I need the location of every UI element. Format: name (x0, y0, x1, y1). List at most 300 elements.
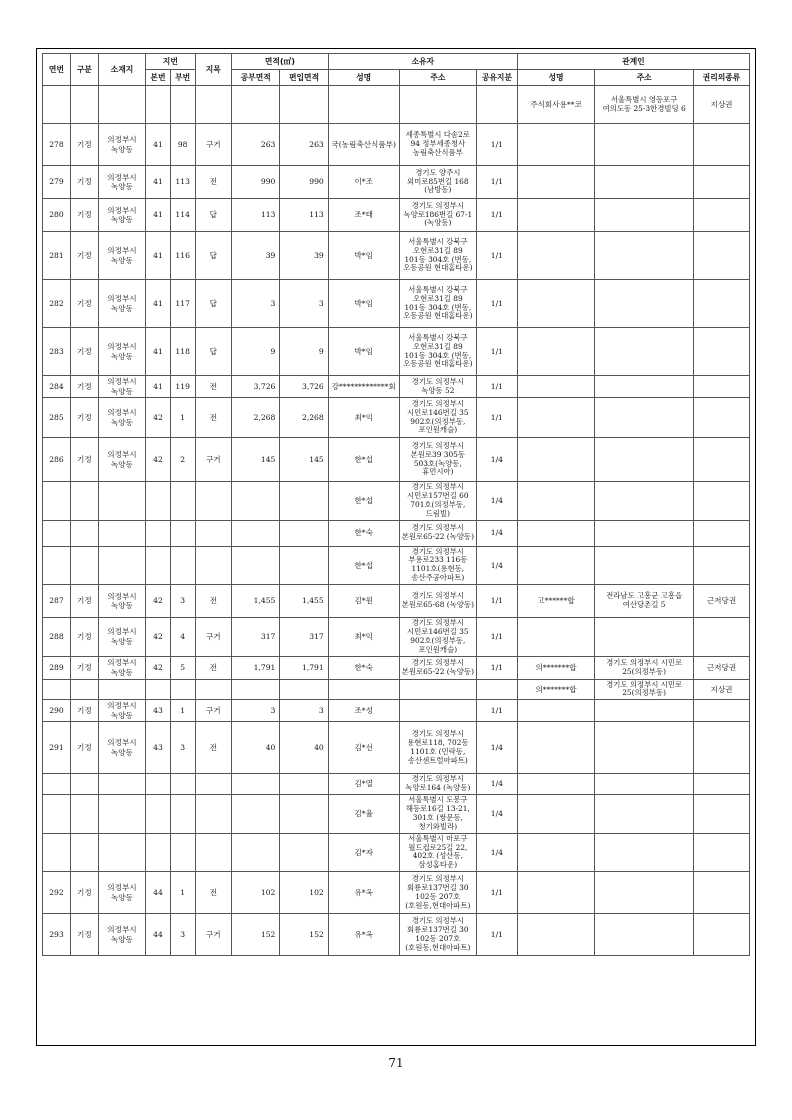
row-related-name (517, 232, 594, 280)
row-related-right (694, 520, 750, 546)
row-gubun: 기정 (70, 585, 98, 618)
row-owner-share: 1/4 (477, 520, 518, 546)
table-row (43, 618, 750, 657)
row-owner-name: 강*************회 (328, 376, 399, 398)
row-related-name (517, 438, 594, 482)
row-jimok: 전 (195, 376, 232, 398)
row-no (43, 795, 71, 834)
row-gubun: 기정 (70, 872, 98, 914)
row-related-name: 고******합 (517, 585, 594, 618)
row-jimok: 구거 (195, 438, 232, 482)
row-bonbeon (146, 86, 171, 124)
row-jimok: 답 (195, 328, 232, 376)
row-jimok: 구거 (195, 914, 232, 956)
row-jimok: 구거 (195, 700, 232, 722)
row-owner-address: 경기도 의정부시 본원로65-68 (녹양동) (399, 585, 476, 618)
row-owner-name (328, 86, 399, 124)
row-owner-name: 한*섭 (328, 438, 399, 482)
row-gubun (70, 679, 98, 700)
row-related-address (595, 376, 694, 398)
row-location: 의정부시 녹양동 (98, 199, 145, 232)
row-related-address (595, 774, 694, 795)
row-area-public: 3 (232, 700, 280, 722)
row-area-public: 2,268 (232, 398, 280, 438)
row-area-include (280, 774, 328, 795)
table-row (43, 872, 750, 914)
row-gubun: 기정 (70, 618, 98, 657)
row-related-name (517, 280, 594, 328)
table-row (43, 914, 750, 956)
row-related-address (595, 700, 694, 722)
row-jimok (195, 774, 232, 795)
row-location: 의정부시 녹양동 (98, 124, 145, 166)
row-owner-share: 1/4 (477, 546, 518, 585)
row-area-include: 39 (280, 232, 328, 280)
row-gubun: 기정 (70, 376, 98, 398)
row-jimok: 전 (195, 872, 232, 914)
row-owner-share: 1/4 (477, 482, 518, 521)
row-area-include: 3,726 (280, 376, 328, 398)
row-gubun: 기정 (70, 199, 98, 232)
row-related-name (517, 872, 594, 914)
row-no: 283 (43, 328, 71, 376)
row-bonbeon: 42 (146, 398, 171, 438)
row-related-address (595, 618, 694, 657)
row-owner-name: 한*숙 (328, 520, 399, 546)
row-area-public (232, 679, 280, 700)
row-related-right (694, 914, 750, 956)
row-area-include (280, 520, 328, 546)
header-jimok: 지목 (195, 54, 232, 86)
row-owner-address: 경기도 의정부시 녹양동 52 (399, 376, 476, 398)
row-bubeon: 113 (170, 166, 195, 199)
row-owner-share: 1/1 (477, 166, 518, 199)
row-no: 279 (43, 166, 71, 199)
row-area-public (232, 520, 280, 546)
row-bonbeon: 43 (146, 700, 171, 722)
row-bubeon: 1 (170, 872, 195, 914)
row-no (43, 833, 71, 872)
row-jimok (195, 520, 232, 546)
row-jimok: 답 (195, 232, 232, 280)
row-gubun: 기정 (70, 166, 98, 199)
row-bubeon: 98 (170, 124, 195, 166)
row-related-address (595, 914, 694, 956)
row-owner-address: 경기도 의정부시 녹양로164 (녹양동) (399, 774, 476, 795)
row-area-include: 1,791 (280, 656, 328, 679)
row-location: 의정부시 녹양동 (98, 280, 145, 328)
row-no: 293 (43, 914, 71, 956)
header-owner-address: 주소 (399, 70, 476, 86)
row-owner-name: 유*옥 (328, 914, 399, 956)
row-owner-share: 1/4 (477, 795, 518, 834)
row-bonbeon: 41 (146, 124, 171, 166)
table-row (43, 166, 750, 199)
row-area-public (232, 833, 280, 872)
row-related-address (595, 520, 694, 546)
row-owner-share: 1/1 (477, 280, 518, 328)
row-bonbeon: 41 (146, 280, 171, 328)
row-bonbeon: 44 (146, 914, 171, 956)
row-owner-address: 서울특별시 도봉구 해등로16길 13-21, 301호 (쌍문동,청기와빌라) (399, 795, 476, 834)
row-owner-address (399, 86, 476, 124)
row-location: 의정부시 녹양동 (98, 398, 145, 438)
row-related-address (595, 280, 694, 328)
table-row (43, 679, 750, 700)
row-bubeon: 117 (170, 280, 195, 328)
row-owner-name: 박*임 (328, 328, 399, 376)
row-no: 289 (43, 656, 71, 679)
row-related-right (694, 482, 750, 521)
row-gubun: 기정 (70, 438, 98, 482)
row-no (43, 520, 71, 546)
row-related-name (517, 700, 594, 722)
row-area-public: 3,726 (232, 376, 280, 398)
row-gubun: 기정 (70, 656, 98, 679)
row-bubeon (170, 482, 195, 521)
header-bubeon: 부번 (170, 70, 195, 86)
row-gubun (70, 546, 98, 585)
row-area-include: 1,455 (280, 585, 328, 618)
row-no: 286 (43, 438, 71, 482)
row-bubeon: 1 (170, 700, 195, 722)
row-no (43, 86, 71, 124)
row-related-right (694, 872, 750, 914)
row-area-include: 9 (280, 328, 328, 376)
header-related-address: 주소 (595, 70, 694, 86)
row-owner-address: 경기도 의정부시 회룡로137번길 30 102동 207호 (호원동,현대아파트) (399, 914, 476, 956)
row-area-include: 317 (280, 618, 328, 657)
row-related-name (517, 199, 594, 232)
row-area-public (232, 795, 280, 834)
row-area-include: 3 (280, 700, 328, 722)
row-owner-name: 최*익 (328, 618, 399, 657)
row-area-public: 317 (232, 618, 280, 657)
row-area-include (280, 482, 328, 521)
row-location: 의정부시 녹양동 (98, 914, 145, 956)
row-location (98, 795, 145, 834)
row-area-include: 145 (280, 438, 328, 482)
row-gubun: 기정 (70, 722, 98, 774)
row-gubun: 기정 (70, 124, 98, 166)
table-row (43, 795, 750, 834)
row-jimok: 답 (195, 280, 232, 328)
row-area-include (280, 833, 328, 872)
row-owner-name: 국(농림축산식품부) (328, 124, 399, 166)
row-owner-name: 박*임 (328, 232, 399, 280)
header-owner-share: 공유지분 (477, 70, 518, 86)
row-owner-share: 1/1 (477, 656, 518, 679)
header-owner: 소유자 (328, 54, 517, 70)
row-owner-share: 1/4 (477, 833, 518, 872)
row-related-right (694, 124, 750, 166)
row-related-name (517, 795, 594, 834)
row-jimok: 전 (195, 656, 232, 679)
row-no: 281 (43, 232, 71, 280)
row-owner-share: 1/4 (477, 774, 518, 795)
row-gubun: 기정 (70, 232, 98, 280)
row-bubeon: 116 (170, 232, 195, 280)
row-no: 290 (43, 700, 71, 722)
row-jimok: 답 (195, 199, 232, 232)
row-jimok: 전 (195, 722, 232, 774)
row-related-right (694, 438, 750, 482)
row-location (98, 774, 145, 795)
row-no: 292 (43, 872, 71, 914)
row-bubeon: 5 (170, 656, 195, 679)
row-owner-name: 유*옥 (328, 872, 399, 914)
row-related-name (517, 914, 594, 956)
row-owner-name: 한*섭 (328, 482, 399, 521)
row-owner-address: 경기도 의정부시 본원로65-22 (녹양동) (399, 656, 476, 679)
table-row (43, 232, 750, 280)
row-bubeon: 3 (170, 914, 195, 956)
row-bubeon (170, 833, 195, 872)
table-row (43, 700, 750, 722)
row-related-name (517, 376, 594, 398)
row-related-address: 전라남도 고흥군 고흥읍 여산당촌길 5 (595, 585, 694, 618)
header-area: 면적(㎡) (232, 54, 329, 70)
row-owner-address: 경기도 의정부시 본원로65-22 (녹양동) (399, 520, 476, 546)
row-gubun: 기정 (70, 280, 98, 328)
row-related-name (517, 546, 594, 585)
row-bonbeon (146, 520, 171, 546)
row-owner-name: 박*임 (328, 280, 399, 328)
row-owner-name (328, 679, 399, 700)
row-related-right: 지상권 (694, 679, 750, 700)
row-bonbeon (146, 774, 171, 795)
table-row (43, 585, 750, 618)
row-owner-address: 서울특별시 마포구 월드컵로25길 22, 402호 (성산동,삼성홈타운) (399, 833, 476, 872)
header-no: 연번 (43, 54, 71, 86)
row-owner-address: 경기도 의정부시 시민로146번길 35 902호(의정부동,포인원캐슬) (399, 398, 476, 438)
row-owner-share: 1/1 (477, 872, 518, 914)
row-area-include (280, 546, 328, 585)
table-row (43, 546, 750, 585)
row-related-name (517, 774, 594, 795)
row-owner-share (477, 86, 518, 124)
row-gubun (70, 482, 98, 521)
row-location (98, 833, 145, 872)
row-jimok (195, 482, 232, 521)
table-row (43, 438, 750, 482)
row-area-public: 39 (232, 232, 280, 280)
row-related-name: 의*******합 (517, 656, 594, 679)
row-owner-share: 1/1 (477, 585, 518, 618)
row-related-address (595, 124, 694, 166)
row-bonbeon: 41 (146, 232, 171, 280)
row-area-public: 1,791 (232, 656, 280, 679)
table-row (43, 280, 750, 328)
row-bonbeon: 42 (146, 585, 171, 618)
row-related-address (595, 328, 694, 376)
row-owner-address: 경기도 의정부시 용현로118, 702동 1101호 (민락동,송산센트럴아파트) (399, 722, 476, 774)
table-row (43, 520, 750, 546)
row-no: 288 (43, 618, 71, 657)
row-owner-name: 김*열 (328, 774, 399, 795)
row-location: 의정부시 녹양동 (98, 376, 145, 398)
row-owner-address (399, 679, 476, 700)
header-jibeon: 지번 (146, 54, 195, 70)
row-owner-share: 1/1 (477, 398, 518, 438)
row-owner-address: 경기도 의정부시 회룡로137번길 30 102동 207호 (호원동,현대아파트) (399, 872, 476, 914)
row-area-public: 40 (232, 722, 280, 774)
table-row (43, 722, 750, 774)
row-owner-share: 1/1 (477, 618, 518, 657)
row-owner-share: 1/1 (477, 376, 518, 398)
row-owner-name: 김*자 (328, 833, 399, 872)
row-no: 285 (43, 398, 71, 438)
row-bonbeon: 41 (146, 376, 171, 398)
header-gubun: 구분 (70, 54, 98, 86)
row-owner-address (399, 700, 476, 722)
row-owner-share: 1/1 (477, 232, 518, 280)
row-location (98, 546, 145, 585)
row-related-address: 서울특별시 영등포구 여의도동 25-3한경빌딩 6 (595, 86, 694, 124)
row-related-right (694, 199, 750, 232)
row-jimok (195, 86, 232, 124)
table-row (43, 124, 750, 166)
row-related-name (517, 124, 594, 166)
row-no (43, 679, 71, 700)
row-bonbeon (146, 546, 171, 585)
row-area-include (280, 795, 328, 834)
row-area-public: 113 (232, 199, 280, 232)
row-related-right (694, 376, 750, 398)
row-area-public: 9 (232, 328, 280, 376)
row-area-public (232, 774, 280, 795)
table-row (43, 199, 750, 232)
row-area-public: 1,455 (232, 585, 280, 618)
row-related-address (595, 438, 694, 482)
row-bonbeon (146, 795, 171, 834)
row-related-right: 지상권 (694, 86, 750, 124)
row-bonbeon: 42 (146, 618, 171, 657)
row-owner-share: 1/1 (477, 124, 518, 166)
row-owner-share: 1/1 (477, 328, 518, 376)
header-related-right: 권리의종류 (694, 70, 750, 86)
row-owner-address: 서울특별시 강북구 오현로31길 89 101동 304호 (번동,오동공원 현대홈타운) (399, 232, 476, 280)
row-related-address (595, 166, 694, 199)
row-owner-share: 1/4 (477, 438, 518, 482)
row-jimok (195, 833, 232, 872)
row-related-address (595, 833, 694, 872)
row-bonbeon (146, 833, 171, 872)
row-owner-address: 세종특별시 다솜2로 94 정부세종청사 농림축산식품부 (399, 124, 476, 166)
row-owner-address: 경기도 의정부시 시민로146번길 35 902호(의정부동,포인원캐슬) (399, 618, 476, 657)
row-owner-share (477, 679, 518, 700)
row-jimok (195, 795, 232, 834)
row-area-include (280, 86, 328, 124)
row-no (43, 774, 71, 795)
row-related-right: 근저당권 (694, 656, 750, 679)
row-related-name (517, 482, 594, 521)
row-area-include: 2,268 (280, 398, 328, 438)
row-location: 의정부시 녹양동 (98, 232, 145, 280)
row-bonbeon: 44 (146, 872, 171, 914)
row-no (43, 482, 71, 521)
row-gubun: 기정 (70, 700, 98, 722)
row-area-public (232, 86, 280, 124)
row-bubeon (170, 86, 195, 124)
row-bonbeon: 43 (146, 722, 171, 774)
row-owner-address: 경기도 의정부시 시민로157번길 60 701호(의정부동,드림빌) (399, 482, 476, 521)
row-location: 의정부시 녹양동 (98, 700, 145, 722)
row-no: 282 (43, 280, 71, 328)
row-related-address (595, 795, 694, 834)
row-location (98, 482, 145, 521)
header-related-name: 성명 (517, 70, 594, 86)
header-related: 관계인 (517, 54, 749, 70)
table-row (43, 656, 750, 679)
row-jimok: 전 (195, 398, 232, 438)
row-area-public (232, 546, 280, 585)
row-related-name: 의*******합 (517, 679, 594, 700)
header-location: 소재지 (98, 54, 145, 86)
row-location: 의정부시 녹양동 (98, 618, 145, 657)
header-area-public: 공부면적 (232, 70, 280, 86)
header-owner-name: 성명 (328, 70, 399, 86)
row-area-include: 3 (280, 280, 328, 328)
row-bubeon: 118 (170, 328, 195, 376)
row-owner-name: 한*섭 (328, 546, 399, 585)
row-owner-address: 경기도 의정부시 부용로233 116동 1101호(용현동,송산주공아파트) (399, 546, 476, 585)
row-related-right: 근저당권 (694, 585, 750, 618)
row-related-name: 주식회사용**코 (517, 86, 594, 124)
row-area-public: 152 (232, 914, 280, 956)
row-jimok (195, 679, 232, 700)
table-row (43, 376, 750, 398)
row-area-include: 152 (280, 914, 328, 956)
row-related-right (694, 166, 750, 199)
row-bubeon: 1 (170, 398, 195, 438)
row-related-name (517, 722, 594, 774)
row-related-name (517, 833, 594, 872)
table-row (43, 86, 750, 124)
row-bonbeon: 42 (146, 438, 171, 482)
row-owner-address: 경기도 양주시 외미로85번길 168 (남방동) (399, 166, 476, 199)
row-related-right (694, 795, 750, 834)
table-row (43, 398, 750, 438)
row-bonbeon: 42 (146, 656, 171, 679)
row-jimok: 전 (195, 166, 232, 199)
row-gubun (70, 86, 98, 124)
row-related-name (517, 618, 594, 657)
row-area-public: 102 (232, 872, 280, 914)
row-owner-address: 경기도 의정부시 본원로39 305동 503호(녹양동,휴먼시아) (399, 438, 476, 482)
row-location: 의정부시 녹양동 (98, 872, 145, 914)
row-owner-name: 김*율 (328, 795, 399, 834)
row-location: 의정부시 녹양동 (98, 722, 145, 774)
row-related-name (517, 520, 594, 546)
table-row (43, 774, 750, 795)
row-related-right (694, 328, 750, 376)
row-related-name (517, 166, 594, 199)
row-bubeon (170, 679, 195, 700)
row-bubeon (170, 795, 195, 834)
row-related-address (595, 872, 694, 914)
row-related-address (595, 398, 694, 438)
row-related-right (694, 280, 750, 328)
row-related-right (694, 618, 750, 657)
row-jimok (195, 546, 232, 585)
row-owner-name: 한*숙 (328, 656, 399, 679)
row-related-address (595, 199, 694, 232)
row-related-name (517, 398, 594, 438)
row-owner-share: 1/1 (477, 700, 518, 722)
table-body (43, 86, 750, 956)
row-owner-address: 경기도 의정부시 녹양로186번길 67-1 (녹양동) (399, 199, 476, 232)
